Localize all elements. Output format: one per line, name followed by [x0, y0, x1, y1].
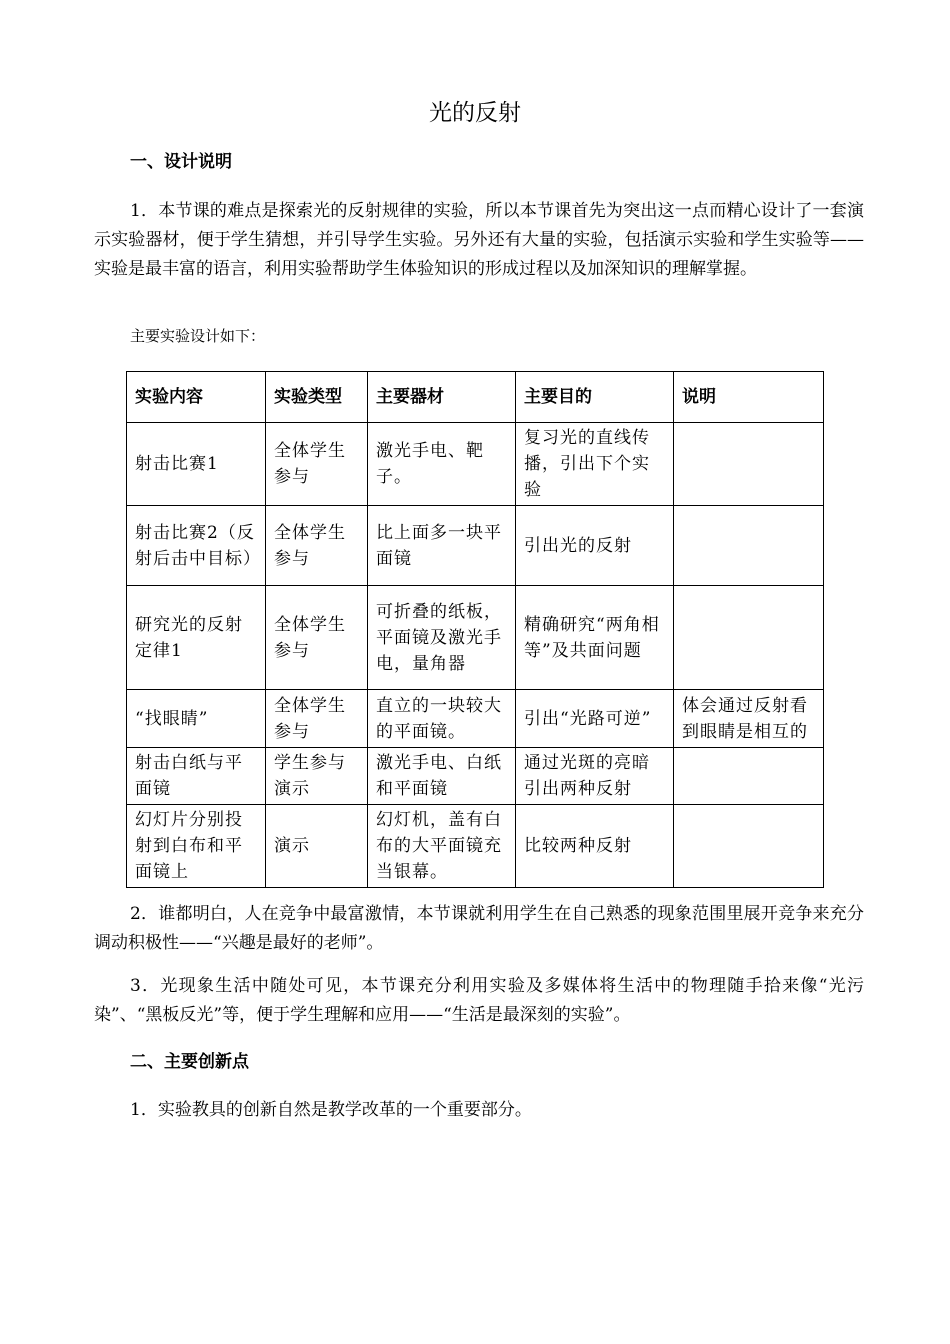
table-cell: 直立的一块较大的平面镜。 — [368, 690, 516, 748]
table-cell: 研究光的反射定律1 — [127, 586, 266, 690]
table-cell: “找眼睛” — [127, 690, 266, 748]
table-cell: 射击比赛2（反射后击中目标） — [127, 506, 266, 586]
paragraph-innovation-1: 1．实验教具的创新自然是教学改革的一个重要部分。 — [130, 1100, 532, 1120]
table-row — [127, 586, 824, 690]
section-heading-design: 一、设计说明 — [130, 152, 232, 172]
table-header-cell: 说明 — [674, 372, 824, 423]
table-header-row — [127, 372, 824, 423]
table-intro: 主要实验设计如下： — [130, 327, 266, 345]
table-cell: 激光手电、靶子。 — [368, 423, 516, 506]
table-cell: 比较两种反射 — [516, 805, 674, 888]
paragraph-design-2: 2．谁都明白，人在竞争中最富激情，本节课就利用学生在自己熟悉的现象范围里展开竞争来充分调动积极性——“兴趣是最好的老师”。 — [94, 904, 864, 953]
table-row — [127, 690, 824, 748]
table-cell: 幻灯机，盖有白布的大平面镜充当银幕。 — [368, 805, 516, 888]
table-cell: 可折叠的纸板，平面镜及激光手电，量角器 — [368, 586, 516, 690]
table-cell: 演示 — [266, 805, 368, 888]
table-cell — [674, 423, 824, 506]
table-cell: 射击白纸与平面镜 — [127, 748, 266, 805]
section-heading-innovation: 二、主要创新点 — [130, 1052, 249, 1072]
table-cell: 全体学生参与 — [266, 423, 368, 506]
experiment-table — [126, 371, 824, 888]
table-cell — [674, 586, 824, 690]
table-cell: 引出光的反射 — [516, 506, 674, 586]
table-cell: 精确研究“两角相等”及共面问题 — [516, 586, 674, 690]
document-title: 光的反射 — [429, 100, 521, 126]
table-row — [127, 805, 824, 888]
table-header-cell: 主要器材 — [368, 372, 516, 423]
table-cell: 通过光斑的亮暗引出两种反射 — [516, 748, 674, 805]
table-header-cell: 实验类型 — [266, 372, 368, 423]
table-cell — [674, 748, 824, 805]
table-cell: 引出“光路可逆” — [516, 690, 674, 748]
table-cell — [674, 506, 824, 586]
paragraph-design-3: 3．光现象生活中随处可见，本节课充分利用实验及多媒体将生活中的物理随手拾来像“光污染”、“黑板反光”等，便于学生理解和应用——“生活是最深刻的实验”。 — [94, 976, 864, 1025]
table-cell: 全体学生参与 — [266, 690, 368, 748]
table-header-cell: 主要目的 — [516, 372, 674, 423]
table-row — [127, 423, 824, 506]
table-cell: 全体学生参与 — [266, 586, 368, 690]
table-row — [127, 748, 824, 805]
table-cell: 激光手电、白纸和平面镜 — [368, 748, 516, 805]
table-cell: 幻灯片分别投射到白布和平面镜上 — [127, 805, 266, 888]
table-header-cell: 实验内容 — [127, 372, 266, 423]
table-cell — [674, 805, 824, 888]
table-cell: 学生参与演示 — [266, 748, 368, 805]
table-cell: 射击比赛1 — [127, 423, 266, 506]
table-cell: 复习光的直线传播，引出下个实验 — [516, 423, 674, 506]
table-row — [127, 506, 824, 586]
table-cell: 比上面多一块平面镜 — [368, 506, 516, 586]
table-cell: 全体学生参与 — [266, 506, 368, 586]
paragraph-design-1: 1．本节课的难点是探索光的反射规律的实验，所以本节课首先为突出这一点而精心设计了一套演示实验器材，便于学生猜想，并引导学生实验。另外还有大量的实验，包括演示实验和学生实验等——实验是最丰富的语言，利用实验帮助学生体验知识的形成过程以及加深知识的理解掌握。 — [94, 201, 864, 279]
table-cell: 体会通过反射看到眼睛是相互的 — [674, 690, 824, 748]
